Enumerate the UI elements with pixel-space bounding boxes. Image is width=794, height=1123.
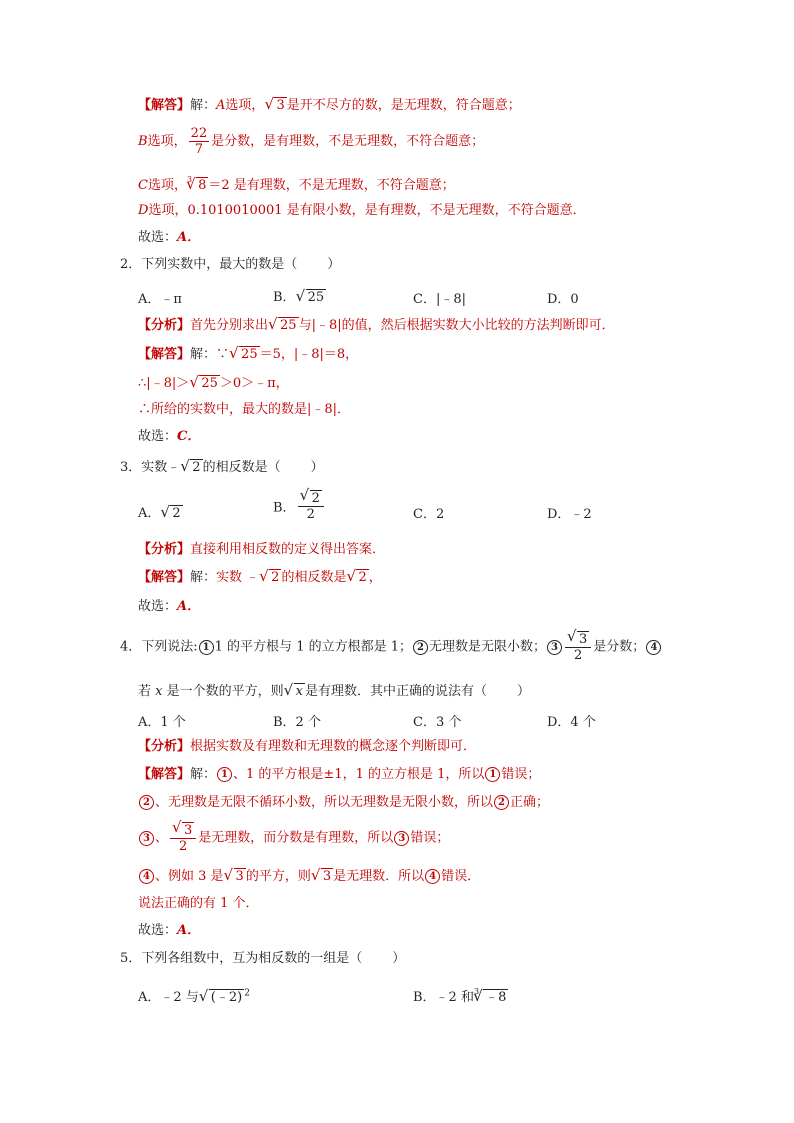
q4-solution-2: 2 、无理数是无限不循环小数，所以无理数是无限小数，所以 2 正确； (138, 794, 549, 812)
q4-conclusion: 说法正确的有 1 个． (138, 896, 259, 911)
q2-analysis: 【分析】首先分别求出√ 25 与|﹣8|的值，然后根据实数大小比较的方法判断即可． (138, 317, 615, 335)
q2-option-c[interactable]: C．|﹣8| (413, 292, 466, 307)
q2-option-a[interactable]: A．﹣π (138, 292, 182, 307)
q3-option-d[interactable]: D．﹣2 (547, 507, 592, 522)
q4-solution-1: 【解答】解： 1 、1 的平方根是±1，1 的立方根是 1，所以 1 错误； (138, 767, 541, 782)
q4-answer: 故选：A． (138, 923, 201, 938)
q3-solution: 【解答】解：实数 ﹣√ 2 的相反数是√ 2 ， (138, 569, 382, 587)
q2-solution-2: ∴|﹣8|＞√ 25 ＞0＞﹣π， (138, 375, 289, 393)
q4-solution-4: 4 、例如 3 是√ 3 的平方，则√ 3 是无理数．所以 4 错误． (138, 868, 480, 886)
q4-option-a[interactable]: A．1 个 (138, 715, 186, 730)
q4-analysis: 【分析】根据实数及有理数和无理数的概念逐个判断即可． (138, 739, 477, 754)
q2-stem: 2．下列实数中，最大的数是（ ） (120, 257, 341, 272)
q2-answer: 故选：C． (138, 429, 201, 444)
q2-option-b[interactable]: B．√ 25 (273, 286, 326, 305)
q1-line-c: C选项，$^3$√ 8 ＝2 是有理数，不是无理数，不符合题意； (138, 171, 455, 195)
sqrt-3: √ 3 (265, 97, 286, 115)
q5-stem: 5．下列各组数中，互为相反数的一组是（ ） (120, 951, 406, 966)
q3-stem: 3．实数﹣√ 2 的相反数是（ ） (120, 459, 324, 477)
q5-option-a[interactable]: A．﹣2 与√ (﹣2) $^2$ (138, 986, 250, 1005)
q1-line-b: B选项， $\frac{22}{7}$ 是分数，是有理数，不是无理数，不符合题意； (138, 126, 485, 157)
q4-option-b[interactable]: B．2 个 (273, 715, 321, 730)
q4-solution-3: 3 、 √ $\frac{3}{2}$ 是无理数，而分数是有理数，所以 3 错误； (138, 822, 449, 854)
q4-stem-line2: 若 x 是一个数的平方，则√ x 是有理数．其中正确的说法有（ ） (138, 683, 530, 701)
q3-option-c[interactable]: C．2 (413, 507, 445, 522)
q2-option-d[interactable]: D．0 (547, 292, 579, 307)
q1-line-a: 【解答】解：A选项，√ 3 是开不尽方的数，是无理数，符合题意； (138, 97, 521, 115)
fraction-22-7: $\frac{22}{7}$ (190, 126, 208, 157)
q1-answer: 故选：A． (138, 230, 201, 245)
q3-answer: 故选：A． (138, 599, 201, 614)
q5-option-b[interactable]: B．﹣2 和$^3$√ ﹣8 (413, 986, 508, 1005)
q3-analysis: 【分析】直接利用相反数的定义得出答案． (138, 542, 386, 557)
q4-option-c[interactable]: C．3 个 (413, 715, 462, 730)
q3-option-b[interactable]: B． √ $\frac{2}{2}$ (273, 490, 326, 522)
q2-solution-3: ∴所给的实数中，最大的数是|﹣8|． (138, 402, 351, 417)
q4-stem: 4．下列说法: 1 1 的平方根与 1 的立方根都是 1； 2 无理数是无限小数； 3 √ $\frac{3}{2}$ 是分数； 4 (120, 631, 662, 663)
q1-line-d: D选项，0.1010010001 是有限小数，是有理数，不是无理数，不符合题意． (138, 203, 586, 218)
cbrt-8: √ 8 (187, 177, 208, 195)
q3-option-a[interactable]: A．√ 2 (138, 502, 183, 521)
q4-option-d[interactable]: D．4 个 (547, 715, 596, 730)
q2-solution-1: 【解答】解：∵√ 25 ＝5，|﹣8|＝8， (138, 346, 358, 364)
